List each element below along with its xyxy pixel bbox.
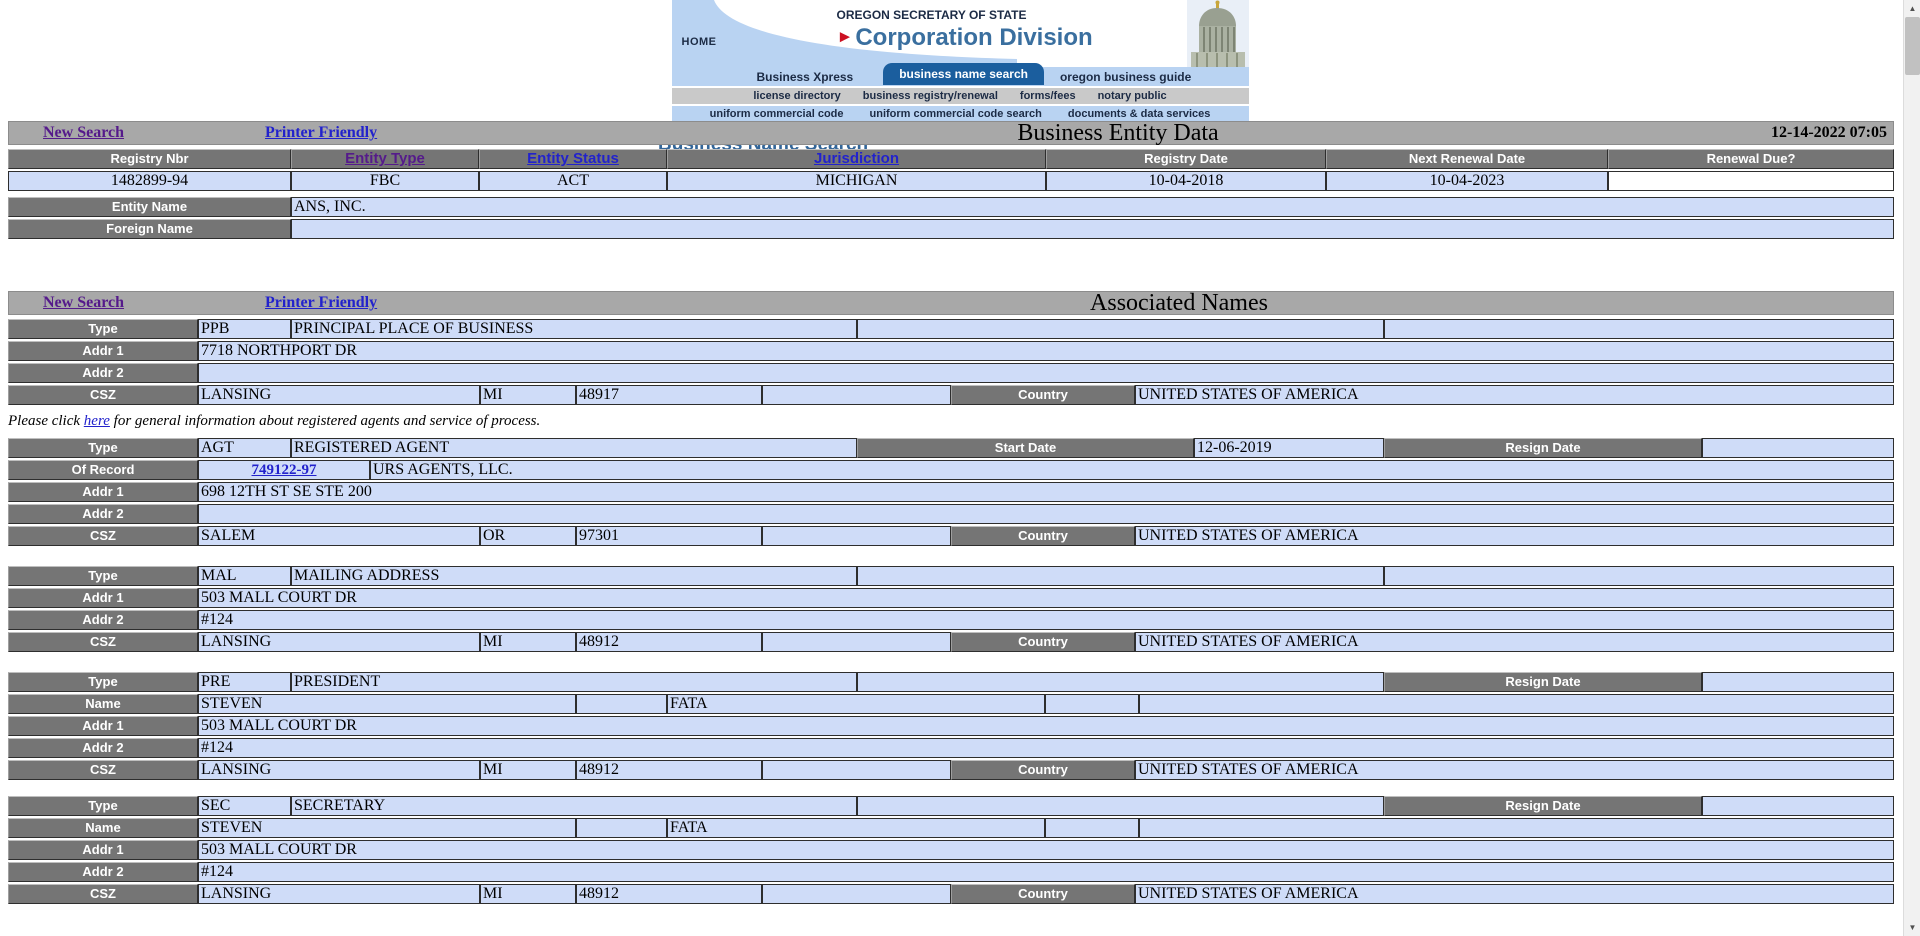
resign-date-value [1702, 672, 1894, 692]
col-renewal-due: Renewal Due? [1608, 149, 1894, 169]
brand-block [837, 8, 1093, 52]
csz-label: CSZ [8, 385, 198, 405]
col-entity-type [291, 149, 479, 169]
name-label: Name [8, 818, 198, 838]
addr2-row [8, 862, 1894, 882]
addr1-row [8, 482, 1894, 502]
results-content [8, 121, 1894, 906]
csz-row [8, 385, 1894, 405]
entity-name-value: ANS, INC. [291, 197, 1894, 217]
foreign-name-row [8, 219, 1894, 239]
scroll-up-button[interactable]: ▲ [1904, 0, 1920, 17]
zip-value: 48912 [576, 884, 762, 904]
csz-label: CSZ [8, 760, 198, 780]
last-name-value: FATA [667, 818, 1045, 838]
registry-nbr-value: 1482899-94 [8, 171, 291, 191]
start-date-value: 12-06-2019 [1194, 438, 1384, 458]
addr1-label: Addr 1 [8, 341, 198, 361]
resign-date-label: Resign Date [1384, 796, 1702, 816]
zip-value: 48912 [576, 760, 762, 780]
addr2-value: #124 [198, 738, 1894, 758]
empty-cell [1384, 566, 1894, 586]
entity-name-row [8, 197, 1894, 217]
empty-cell [1045, 818, 1139, 838]
type-row [8, 319, 1894, 339]
addr1-label: Addr 1 [8, 482, 198, 502]
empty-cell [857, 672, 1384, 692]
col-registry-nbr: Registry Nbr [8, 149, 291, 169]
type-row [8, 438, 1894, 458]
jurisdiction-sort-link[interactable]: Jurisdiction [813, 150, 899, 167]
of-record-row [8, 460, 1894, 480]
type-label: Type [8, 796, 198, 816]
home-link[interactable]: HOME [681, 36, 717, 48]
csz-label: CSZ [8, 632, 198, 652]
foreign-name-value [291, 219, 1894, 239]
last-name-value: FATA [667, 694, 1045, 714]
col-next-renewal-date: Next Renewal Date [1326, 149, 1608, 169]
col-jurisdiction [667, 149, 1046, 169]
empty-cell [1045, 694, 1139, 714]
type-label: Type [8, 319, 198, 339]
city-value: LANSING [198, 884, 480, 904]
csz-label: CSZ [8, 526, 198, 546]
addr2-row [8, 738, 1894, 758]
country-label: Country [951, 632, 1135, 652]
country-value: UNITED STATES OF AMERICA [1135, 760, 1894, 780]
city-value: SALEM [198, 526, 480, 546]
foreign-name-label: Foreign Name [8, 219, 291, 239]
logo-banner [672, 0, 1249, 67]
addr1-value: 503 MALL COURT DR [198, 840, 1894, 860]
type-row [8, 566, 1894, 586]
of-record-label: Of Record [8, 460, 198, 480]
jurisdiction-value: MICHIGAN [667, 171, 1046, 191]
registered-agent-note: Please click here for general information about registered agents and service of process. [8, 413, 541, 429]
empty-cell [762, 884, 951, 904]
scrollbar-thumb[interactable] [1905, 17, 1920, 75]
csz-row [8, 760, 1894, 780]
resign-date-value [1702, 796, 1894, 816]
scroll-down-button[interactable]: ▼ [1904, 919, 1920, 936]
vertical-scrollbar[interactable] [1903, 0, 1920, 936]
state-value: OR [480, 526, 576, 546]
type-desc: PRINCIPAL PLACE OF BUSINESS [291, 319, 857, 339]
nav-row-secondary [672, 88, 1249, 104]
addr1-row [8, 341, 1894, 361]
entity-section-bar [8, 121, 1894, 145]
name-row [8, 818, 1894, 838]
empty-cell [576, 694, 667, 714]
addr2-label: Addr 2 [8, 610, 198, 630]
empty-cell [857, 796, 1384, 816]
type-row [8, 672, 1894, 692]
type-row [8, 796, 1894, 816]
addr2-value [198, 504, 1894, 524]
nav-oregon-business-guide[interactable]: oregon business guide [1059, 69, 1192, 84]
addr2-row [8, 363, 1894, 383]
addr2-value [198, 363, 1894, 383]
empty-cell [762, 760, 951, 780]
type-desc: PRESIDENT [291, 672, 857, 692]
printer-friendly-link[interactable]: Printer Friendly [265, 124, 378, 141]
type-label: Type [8, 566, 198, 586]
nav-notary-public[interactable]: notary public [1097, 90, 1167, 102]
country-value: UNITED STATES OF AMERICA [1135, 385, 1894, 405]
nav-license-directory[interactable]: license directory [753, 90, 841, 102]
state-value: MI [480, 884, 576, 904]
col-entity-status [479, 149, 667, 169]
addr2-label: Addr 2 [8, 738, 198, 758]
assoc-block-agt [8, 438, 1894, 546]
nav-uniform-commercial-code[interactable]: uniform commercial code [709, 108, 844, 120]
addr1-row [8, 716, 1894, 736]
entity-section-title: Business Entity Data [1017, 119, 1219, 146]
first-name-value: STEVEN [198, 694, 576, 714]
type-desc: MAILING ADDRESS [291, 566, 857, 586]
empty-cell [1384, 319, 1894, 339]
registry-date-value: 10-04-2018 [1046, 171, 1326, 191]
addr1-value: 503 MALL COURT DR [198, 716, 1894, 736]
addr2-label: Addr 2 [8, 862, 198, 882]
empty-cell [857, 566, 1384, 586]
empty-cell [857, 319, 1384, 339]
addr1-label: Addr 1 [8, 588, 198, 608]
country-label: Country [951, 760, 1135, 780]
of-record-registry-link[interactable]: 749122-97 [251, 462, 317, 478]
type-desc: SECRETARY [291, 796, 857, 816]
assoc-new-search-link[interactable]: New Search [43, 294, 125, 311]
resign-date-value [1702, 438, 1894, 458]
csz-label: CSZ [8, 884, 198, 904]
entity-type-value: FBC [291, 171, 479, 191]
zip-value: 48917 [576, 385, 762, 405]
empty-cell [1139, 694, 1894, 714]
assoc-block-mal [8, 566, 1894, 652]
country-label: Country [951, 385, 1135, 405]
type-code: AGT [198, 438, 291, 458]
type-label: Type [8, 672, 198, 692]
state-value: MI [480, 632, 576, 652]
state-value: MI [480, 760, 576, 780]
city-value: LANSING [198, 760, 480, 780]
country-value: UNITED STATES OF AMERICA [1135, 884, 1894, 904]
zip-value: 97301 [576, 526, 762, 546]
type-code: PPB [198, 319, 291, 339]
addr1-value: 698 12TH ST SE STE 200 [198, 482, 1894, 502]
city-value: LANSING [198, 632, 480, 652]
type-code: SEC [198, 796, 291, 816]
addr1-value: 7718 NORTHPORT DR [198, 341, 1894, 361]
addr1-label: Addr 1 [8, 840, 198, 860]
assoc-section-bar [8, 291, 1894, 315]
country-value: UNITED STATES OF AMERICA [1135, 526, 1894, 546]
of-record-id-cell [198, 460, 370, 480]
city-value: LANSING [198, 385, 480, 405]
type-code: MAL [198, 566, 291, 586]
capitol-building-image [1187, 0, 1249, 67]
nav-documents-data-services[interactable]: documents & data services [1067, 108, 1211, 120]
start-date-label: Start Date [857, 438, 1194, 458]
country-value: UNITED STATES OF AMERICA [1135, 632, 1894, 652]
renewal-due-value [1608, 171, 1894, 191]
entity-header-row [8, 149, 1894, 169]
new-search-link[interactable]: New Search [43, 124, 125, 141]
report-timestamp: 12-14-2022 07:05 [1771, 124, 1887, 141]
empty-cell [762, 385, 951, 405]
addr1-value: 503 MALL COURT DR [198, 588, 1894, 608]
assoc-block-pre [8, 672, 1894, 780]
csz-row [8, 884, 1894, 904]
assoc-block-sec [8, 796, 1894, 904]
country-label: Country [951, 884, 1135, 904]
assoc-section-title: Associated Names [1090, 289, 1268, 316]
first-name-value: STEVEN [198, 818, 576, 838]
state-value: MI [480, 385, 576, 405]
tab-business-name-search[interactable]: business name search [883, 63, 1044, 85]
addr2-row [8, 610, 1894, 630]
division-title: ►Corporation Division [836, 24, 1093, 51]
resign-date-label: Resign Date [1384, 438, 1702, 458]
zip-value: 48912 [576, 632, 762, 652]
addr1-row [8, 840, 1894, 860]
addr1-label: Addr 1 [8, 716, 198, 736]
next-renewal-date-value: 10-04-2023 [1326, 171, 1608, 191]
entity-type-sort-link[interactable]: Entity Type [345, 150, 425, 167]
assoc-block-ppb [8, 319, 1894, 405]
of-record-name: URS AGENTS, LLC. [370, 460, 1894, 480]
empty-cell [762, 632, 951, 652]
agency-name: OREGON SECRETARY OF STATE [836, 8, 1027, 22]
site-header [672, 0, 1249, 122]
country-label: Country [951, 526, 1135, 546]
empty-cell [1139, 818, 1894, 838]
type-code: PRE [198, 672, 291, 692]
addr2-label: Addr 2 [8, 504, 198, 524]
name-row [8, 694, 1894, 714]
nav-business-xpress[interactable]: Business Xpress [756, 69, 854, 84]
entity-values-row [8, 171, 1894, 191]
nav-business-registry-renewal[interactable]: business registry/renewal [862, 90, 998, 102]
nav-row-primary [672, 67, 1249, 86]
csz-row [8, 632, 1894, 652]
type-desc: REGISTERED AGENT [291, 438, 857, 458]
red-arrow-icon: ► [836, 27, 854, 46]
empty-cell [576, 818, 667, 838]
addr2-value: #124 [198, 862, 1894, 882]
resign-date-label: Resign Date [1384, 672, 1702, 692]
nav-ucc-search[interactable]: uniform commercial code search [869, 108, 1042, 120]
empty-cell [762, 526, 951, 546]
addr2-row [8, 504, 1894, 524]
name-label: Name [8, 694, 198, 714]
assoc-printer-friendly-link[interactable]: Printer Friendly [265, 294, 378, 311]
col-registry-date: Registry Date [1046, 149, 1326, 169]
entity-status-sort-link[interactable]: Entity Status [527, 150, 619, 167]
addr2-label: Addr 2 [8, 363, 198, 383]
addr2-value: #124 [198, 610, 1894, 630]
agent-info-here-link[interactable]: here [83, 413, 110, 429]
type-label: Type [8, 438, 198, 458]
csz-row [8, 526, 1894, 546]
entity-name-label: Entity Name [8, 197, 291, 217]
nav-forms-fees[interactable]: forms/fees [1019, 90, 1076, 102]
entity-status-value: ACT [479, 171, 667, 191]
addr1-row [8, 588, 1894, 608]
